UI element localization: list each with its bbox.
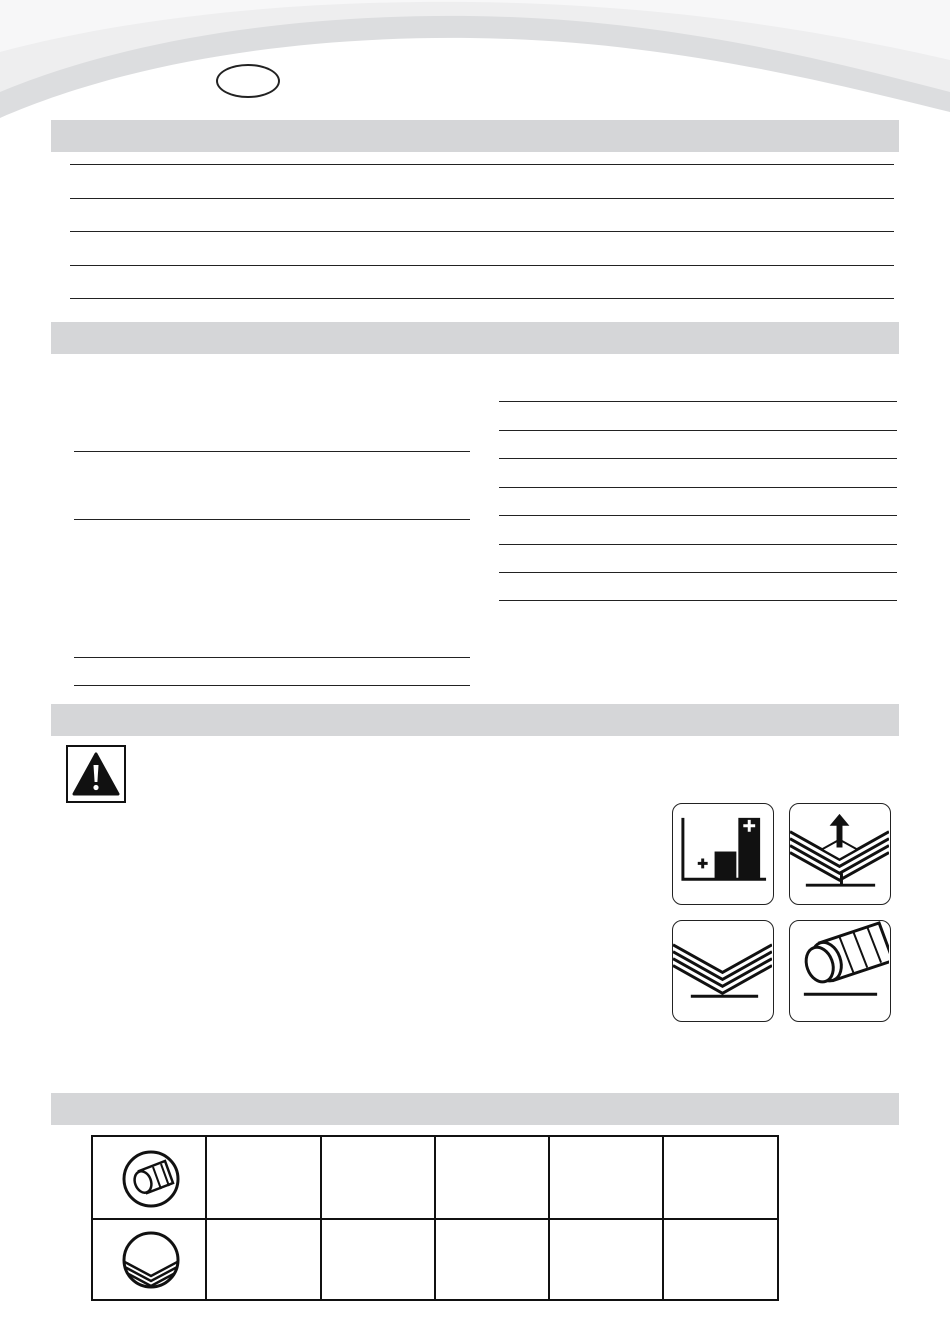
table-cell: [436, 1220, 548, 1299]
sheet-circle-icon: [121, 1230, 181, 1290]
form-line-right: [499, 458, 897, 459]
form-line-right: [499, 544, 897, 545]
form-line-right: [499, 600, 897, 601]
form-line-right: [499, 487, 897, 488]
form-line-left: [74, 685, 470, 686]
section-bar-1: [51, 120, 899, 152]
language-badge: [216, 64, 280, 98]
roll-circle-icon: [121, 1149, 181, 1209]
sheet-stack-icon: [672, 920, 774, 1022]
form-line: [70, 198, 894, 199]
material-table: [91, 1135, 779, 1301]
stack-press-arrow-icon: [789, 803, 891, 905]
table-cell: [207, 1137, 320, 1218]
table-cell: [550, 1220, 662, 1299]
section-bar-3: [51, 704, 899, 736]
form-line-right: [499, 401, 897, 402]
form-line-left: [74, 451, 470, 452]
header-wave-decoration: [0, 0, 950, 130]
section-bar-4: [51, 1093, 899, 1125]
warning-triangle-icon: [66, 745, 126, 803]
table-cell: [664, 1137, 777, 1218]
table-cell: [436, 1137, 548, 1218]
form-line: [70, 231, 894, 232]
table-cell: [322, 1137, 434, 1218]
table-row-sheet: [93, 1220, 205, 1299]
form-line-left: [74, 519, 470, 520]
form-line-left: [74, 657, 470, 658]
form-line: [70, 164, 894, 165]
table-cell: [550, 1137, 662, 1218]
form-line: [70, 265, 894, 266]
form-line-right: [499, 572, 897, 573]
table-cell: [664, 1220, 777, 1299]
bar-chart-plus-icon: [672, 803, 774, 905]
form-line-right: [499, 515, 897, 516]
table-row-roll: [93, 1137, 205, 1218]
section-bar-2: [51, 322, 899, 354]
form-line-right: [499, 430, 897, 431]
form-line: [70, 298, 894, 299]
roll-material-icon: [789, 920, 891, 1022]
table-cell: [322, 1220, 434, 1299]
table-cell: [207, 1220, 320, 1299]
